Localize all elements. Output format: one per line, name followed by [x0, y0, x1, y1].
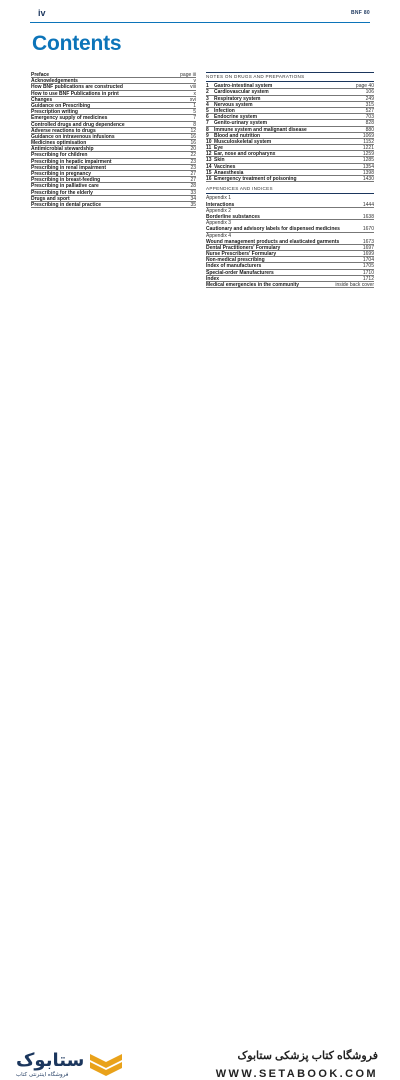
toc-entry-label: Prescribing for children [31, 152, 88, 159]
toc-entry-label: Prescribing in palliative care [31, 183, 99, 190]
chapter-title: Genito-urinary system [214, 120, 268, 127]
chapter-title: Gastro-intestinal system [214, 83, 273, 90]
toc-page-number: page iii [180, 72, 196, 78]
chapter-number: 9 [206, 132, 209, 139]
toc-page-number: 527 [365, 107, 374, 114]
toc-entry-label: Index [206, 275, 220, 282]
chapter-number: 8 [206, 126, 209, 133]
toc-page-number: page 40 [355, 83, 374, 90]
toc-page-number: 1354 [362, 163, 374, 170]
toc-page-number: 315 [365, 101, 374, 108]
toc-entry-label: Dental Practitioners' Formulary [206, 244, 281, 251]
toc-entry-label: Controlled drugs and drug dependence [31, 121, 125, 128]
toc-row[interactable] [206, 282, 374, 288]
chapter-number: 4 [206, 101, 209, 108]
toc-entry-label: Changes [31, 96, 53, 103]
appendix-heading: Appendix 2 [206, 207, 232, 214]
chapter-title: Cardiovascular system [214, 89, 269, 96]
toc-page-number: viii [190, 84, 196, 91]
toc-entry-label: Special-order Manufacturers [206, 269, 274, 276]
toc-page-number: 8 [193, 121, 196, 128]
notes-heading: NOTES ON DRUGS AND PREPARATIONS [206, 72, 374, 82]
toc-page-number: 28 [190, 183, 196, 190]
setabook-logo [10, 1046, 130, 1080]
front-matter-toc [31, 72, 196, 208]
store-banner [0, 520, 400, 1080]
toc-page-number: 1710 [362, 269, 374, 276]
toc-page-number: 33 [190, 189, 196, 196]
chapter-number: 5 [206, 107, 209, 114]
appendix-heading: Appendix 3 [206, 220, 232, 227]
toc-page-number: 1704 [362, 257, 374, 264]
toc-page-number: 34 [190, 195, 196, 202]
toc-page-number: v [193, 78, 196, 85]
toc-entry-label: Prescribing for the elderly [31, 189, 93, 196]
toc-entry-label: How to use BNF Publications in print [31, 90, 119, 97]
toc-page-number: 16 [190, 133, 196, 140]
chapter-number: 7 [206, 120, 209, 127]
toc-page-number: 1699 [362, 251, 374, 258]
chapter-number: 2 [206, 89, 209, 96]
toc-entry-label: Index of manufacturers [206, 263, 262, 270]
toc-entry-label: Guidance on Prescribing [31, 102, 91, 109]
chapter-number: 11 [206, 145, 212, 152]
toc-entry-label: Interactions [206, 201, 235, 208]
appendix-heading: Appendix 1 [206, 195, 232, 202]
toc-page-number: 1069 [362, 132, 374, 139]
toc-page-number: 1221 [362, 145, 374, 152]
toc-page-number: 828 [365, 120, 374, 127]
toc-page-number: 703 [365, 114, 374, 121]
toc-page-number: 16 [190, 140, 196, 147]
toc-page-number: 106 [365, 89, 374, 96]
chapter-title: Skin [214, 157, 225, 164]
toc-page-number: 7 [193, 115, 196, 122]
toc-page-number: 27 [190, 171, 196, 177]
chapter-number: 16 [206, 176, 212, 183]
toc-page-number: 249 [365, 95, 374, 102]
chapter-title: Musculoskeletal system [214, 138, 272, 145]
toc-entry-label: Medicines optimisation [31, 140, 87, 147]
appendices-heading: APPENDICES AND INDICES [206, 186, 374, 194]
chapter-title: Respiratory system [214, 95, 261, 102]
toc-page-number: 27 [190, 177, 196, 184]
logo-wordmark: ستابوک [16, 1050, 85, 1071]
toc-page-number: 20 [190, 146, 196, 153]
toc-page-number: 880 [365, 126, 374, 133]
chapter-number: 6 [206, 114, 209, 121]
chapter-title: Infection [214, 107, 235, 114]
toc-page-number: 23 [190, 158, 196, 165]
toc-entry-label: Borderline substances [206, 213, 260, 220]
appendix-heading: Appendix 4 [206, 232, 232, 239]
page-header [0, 0, 400, 27]
toc-entry-label: Preface [31, 72, 50, 78]
page-number: iv [38, 8, 46, 18]
toc-page-number: 1444 [362, 201, 374, 208]
appendix-list [206, 195, 374, 245]
toc-entry-label: Wound management products and elasticated garments [206, 238, 340, 245]
chapters-toc [206, 72, 374, 288]
toc-page-number: 22 [190, 152, 196, 159]
chapter-title: Nervous system [214, 101, 253, 108]
logo-tagline: فروشگاه اینترنتی کتاب [16, 1072, 69, 1078]
toc-page-number: 5 [193, 109, 196, 116]
toc-entry-label: Prescription writing [31, 109, 78, 116]
header-rule [30, 22, 370, 23]
toc-page-number: 23 [190, 164, 196, 171]
chapter-number: 1 [206, 83, 209, 90]
toc-page-number: 12 [190, 127, 196, 134]
chapter-list [206, 83, 374, 182]
toc-entry-label: How BNF publications are constructed [31, 84, 123, 91]
toc-page-number: 1673 [362, 238, 374, 245]
toc-entry-label: Drugs and sport [31, 195, 70, 202]
chapter-title: Endocrine system [214, 114, 258, 121]
chapter-number: 14 [206, 163, 212, 170]
toc-entry-label: Antimicrobial stewardship [31, 146, 94, 153]
toc-page-number: 1259 [362, 151, 374, 158]
chapter-title: Vaccines [214, 163, 236, 170]
toc-page-number: 1670 [362, 226, 374, 233]
toc-entry-label: Guidance on intravenous infusions [31, 133, 115, 140]
toc-page-number: 1430 [362, 176, 374, 183]
toc-page-number: 1152 [363, 138, 374, 145]
toc-row[interactable] [31, 202, 196, 208]
toc-page-number: 1705 [362, 263, 374, 270]
toc-entry-label: Prescribing in dental practice [31, 201, 102, 208]
toc-page-number: xvi [189, 96, 196, 103]
page-title: Contents [32, 32, 122, 55]
running-head: BNF 80 [350, 10, 370, 16]
chapter-title: Ear, nose and oropharynx [214, 151, 276, 158]
toc-entry-label: Medical emergencies in the community [206, 282, 300, 289]
toc-page-number: inside back cover [335, 282, 374, 289]
toc-entry-label: Prescribing in pregnancy [31, 171, 92, 177]
toc-entry-label: Acknowledgements [31, 78, 78, 85]
toc-page-number: 35 [190, 201, 196, 208]
toc-entry-label: Non-medical prescribing [206, 257, 265, 264]
chapter-title: Immune system and malignant disease [214, 126, 307, 133]
toc-entry-label: Prescribing in renal impairment [31, 164, 107, 171]
toc-page-number: 1697 [362, 244, 374, 251]
chapter-number: 13 [206, 157, 212, 164]
chapter-number: 10 [206, 138, 212, 145]
toc-page-number: x [193, 90, 196, 97]
toc-page-number: 1285 [362, 157, 374, 164]
toc-entry-label [206, 176, 297, 182]
chapter-title: Eye [214, 145, 223, 152]
toc-entry-label: Cautionary and advisory labels for dispensed medicines [206, 226, 340, 233]
toc-entry-label: Prescribing in breast-feeding [31, 177, 101, 184]
toc-page-number: 1 [193, 102, 196, 109]
toc-entry-label: Nurse Prescribers' Formulary [206, 251, 277, 258]
chapter-number: 15 [206, 169, 212, 176]
index-list [206, 245, 374, 288]
toc-entry-label: Adverse reactions to drugs [31, 127, 96, 134]
toc-page-number: 1638 [362, 213, 374, 220]
chapter-title: Anaesthesia [214, 169, 244, 176]
store-name: فروشگاه کتاب پزشکی ستابوک [237, 1050, 378, 1062]
toc-page-number: 1398 [362, 169, 374, 176]
chapter-number: 12 [206, 151, 212, 158]
chapter-title: Blood and nutrition [214, 132, 261, 139]
store-url[interactable]: WWW.SETABOOK.COM [215, 1068, 378, 1080]
toc-entry-label: Emergency supply of medicines [31, 115, 108, 122]
chapter-title: Emergency treatment of poisoning [214, 176, 297, 183]
toc-page-number: 1712 [362, 275, 374, 282]
toc-entry-label: Prescribing in hepatic impairment [31, 158, 112, 165]
chapter-number: 3 [206, 95, 209, 102]
